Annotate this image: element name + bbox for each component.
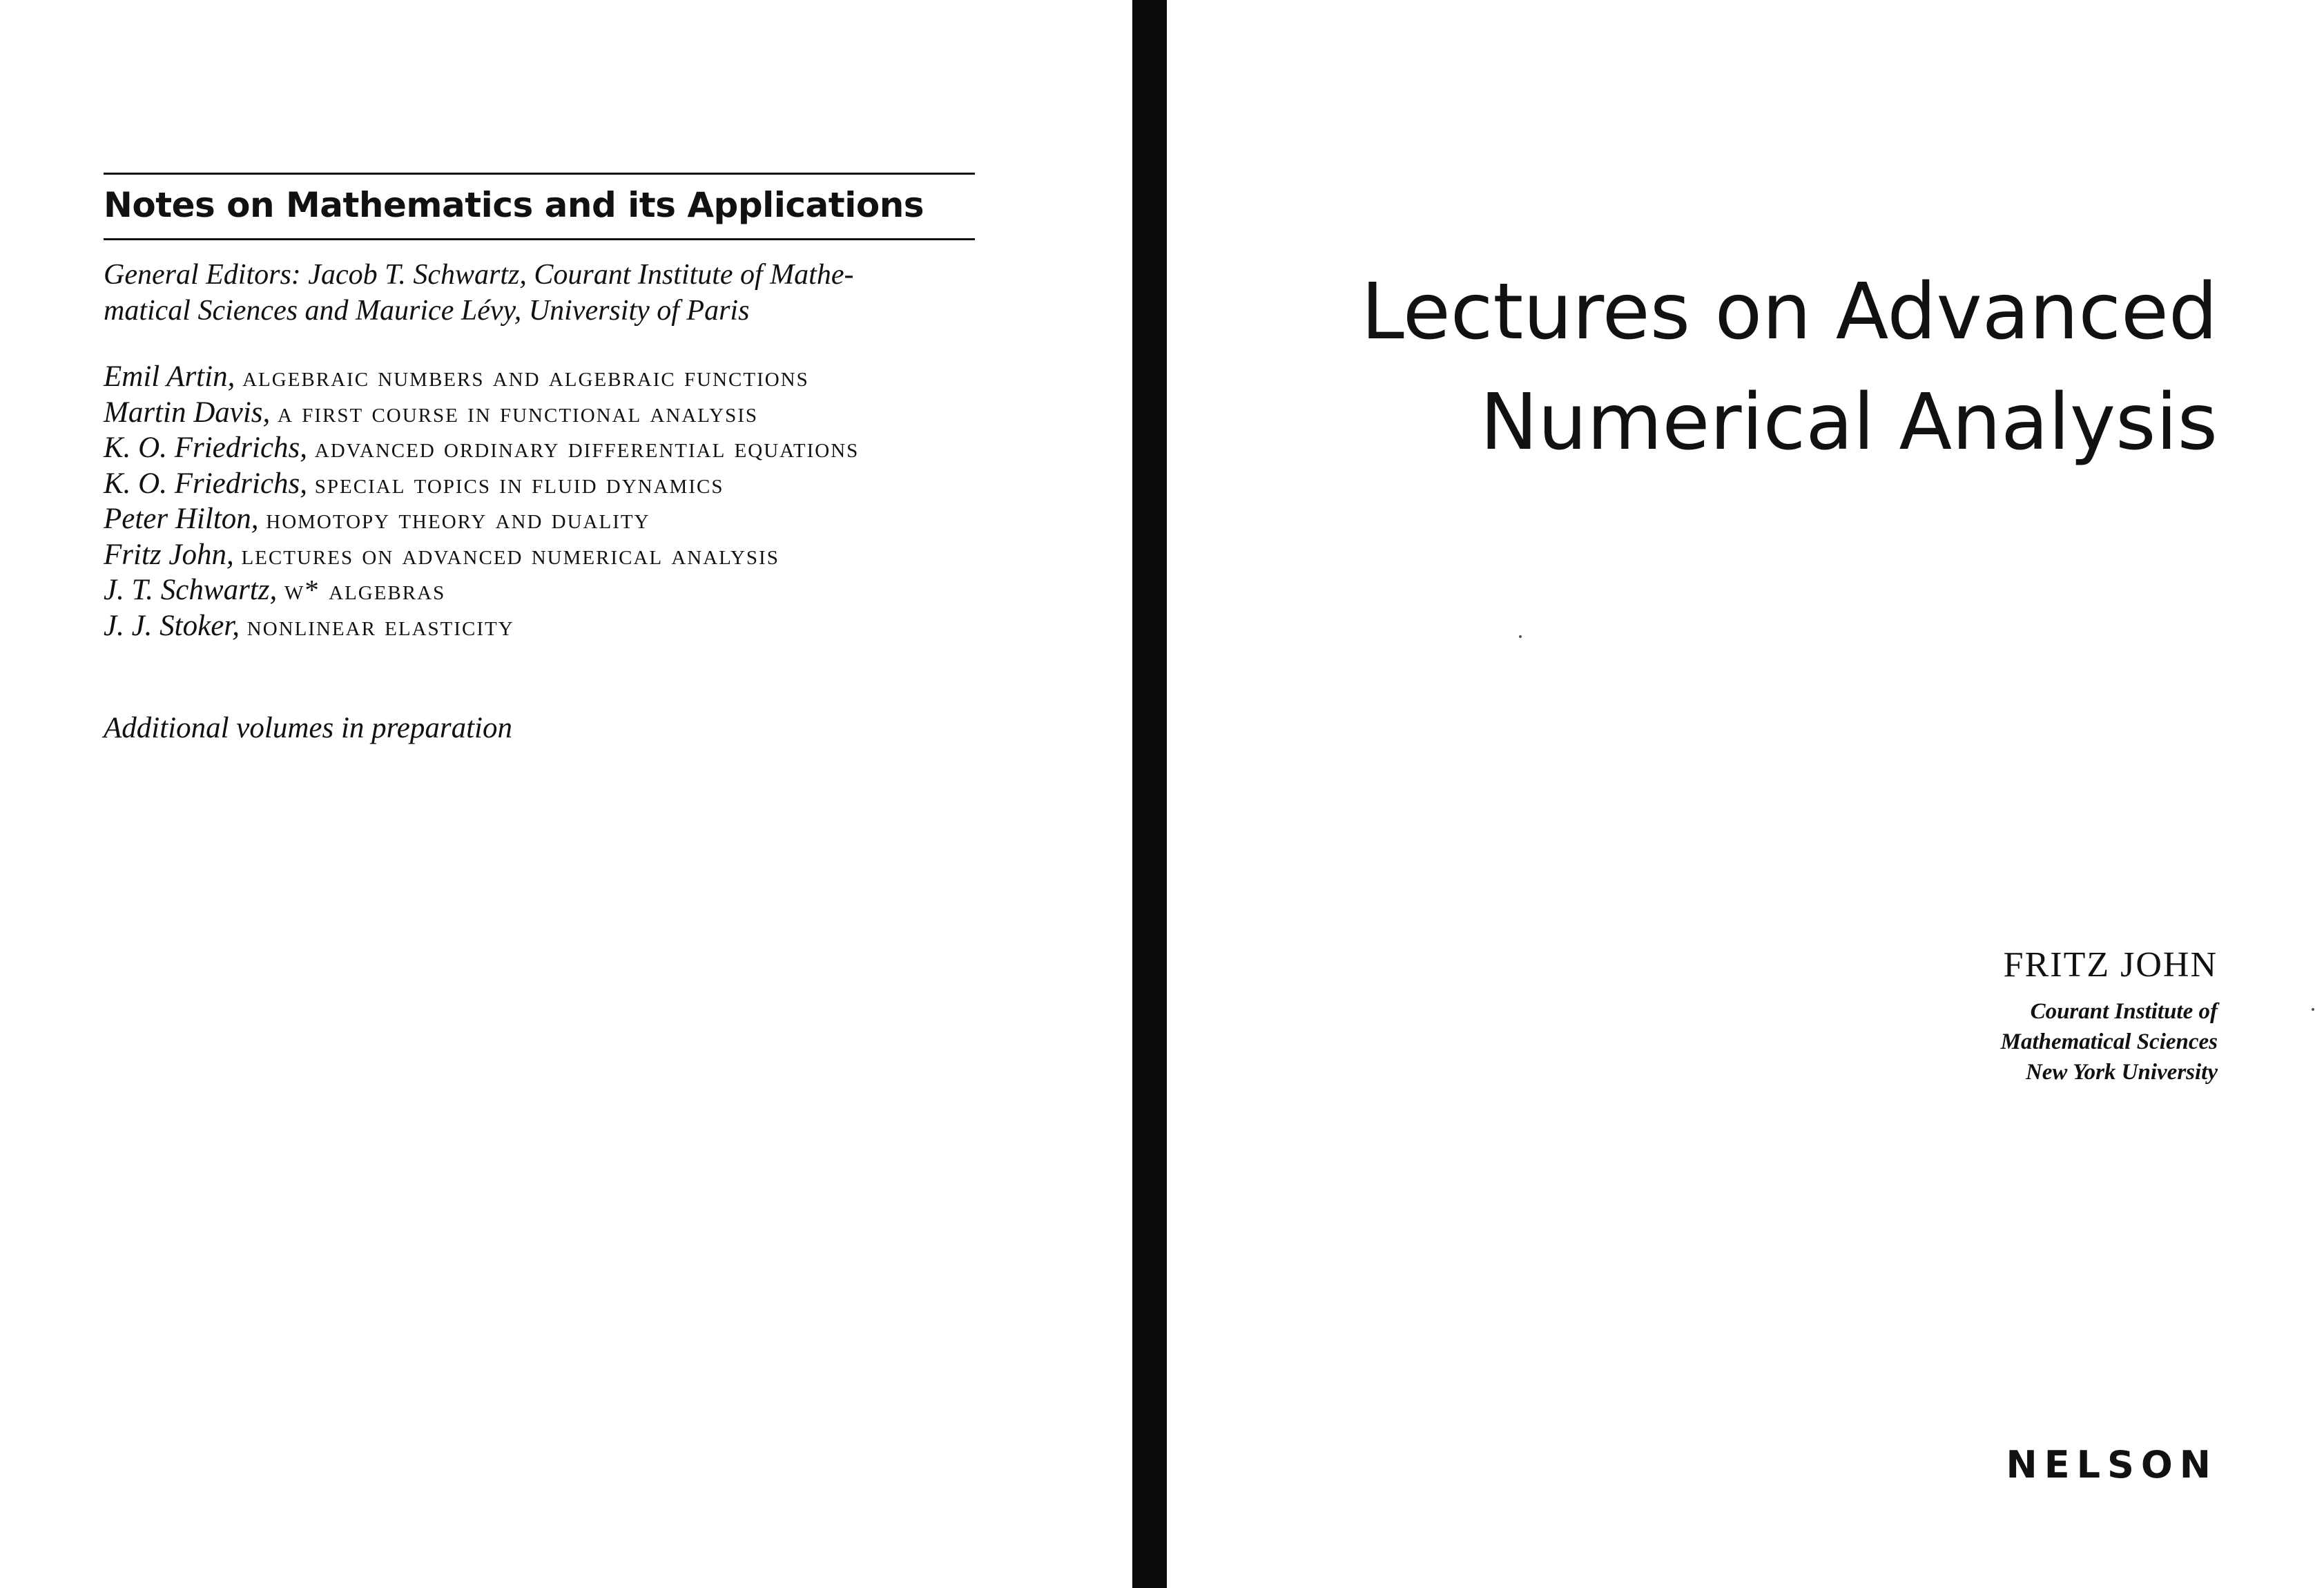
publisher-name: NELSON [2006, 1443, 2218, 1487]
book-title: homotopy theory and duality [266, 503, 650, 534]
additional-volumes-note: Additional volumes in preparation [104, 712, 513, 744]
right-page [1167, 0, 2324, 1588]
book-entry [104, 430, 859, 466]
book-author: Emil Artin, [104, 360, 235, 393]
book-author: K. O. Friedrichs, [104, 432, 308, 464]
book-title-heading [1361, 257, 2218, 478]
book-entry [104, 537, 859, 573]
book-gutter [1132, 0, 1167, 1588]
book-entry [104, 572, 859, 608]
book-title: a first course in functional analysis [278, 396, 758, 428]
author-affiliation [2001, 996, 2218, 1087]
book-author: Peter Hilton, [104, 503, 259, 535]
series-title-underline [104, 238, 975, 240]
book-title: nonlinear elasticity [246, 609, 514, 641]
book-title: lectures on advanced numerical analysis [241, 538, 779, 570]
affiliation-line: Courant Institute of [2030, 999, 2218, 1024]
left-page [0, 0, 1132, 1588]
book-entry [104, 359, 859, 395]
author-name: FRITZ JOHN [2003, 945, 2218, 985]
editors-line: matical Sciences and Maurice Lévy, University of Paris [104, 295, 750, 327]
general-editors [104, 257, 980, 329]
book-entry [104, 395, 859, 431]
book-author: J. J. Stoker, [104, 609, 240, 642]
book-title: advanced ordinary differential equations [314, 432, 860, 463]
top-rule [104, 173, 975, 175]
title-line: Lectures on Advanced [1361, 267, 2218, 357]
book-author: Martin Davis, [104, 396, 271, 429]
book-title: algebraic numbers and algebraic functions [242, 360, 809, 392]
affiliation-line: New York University [2025, 1060, 2218, 1085]
book-entry [104, 466, 859, 502]
book-entry [104, 501, 859, 537]
series-title: Notes on Mathematics and its Applications [104, 185, 924, 225]
print-speck [1519, 635, 1522, 638]
book-title: w* algebras [284, 574, 446, 606]
editors-line: General Editors: Jacob T. Schwartz, Courant Institute of Mathe- [104, 259, 854, 291]
book-author: Fritz John, [104, 538, 234, 571]
book-entry [104, 608, 859, 644]
book-title: special topics in fluid dynamics [314, 467, 724, 499]
title-line: Numerical Analysis [1480, 378, 2218, 467]
book-author: J. T. Schwartz, [104, 574, 278, 606]
affiliation-line: Mathematical Sciences [2000, 1029, 2218, 1054]
print-speck [2312, 1008, 2314, 1011]
series-book-list [104, 359, 859, 643]
book-author: K. O. Friedrichs, [104, 467, 308, 500]
